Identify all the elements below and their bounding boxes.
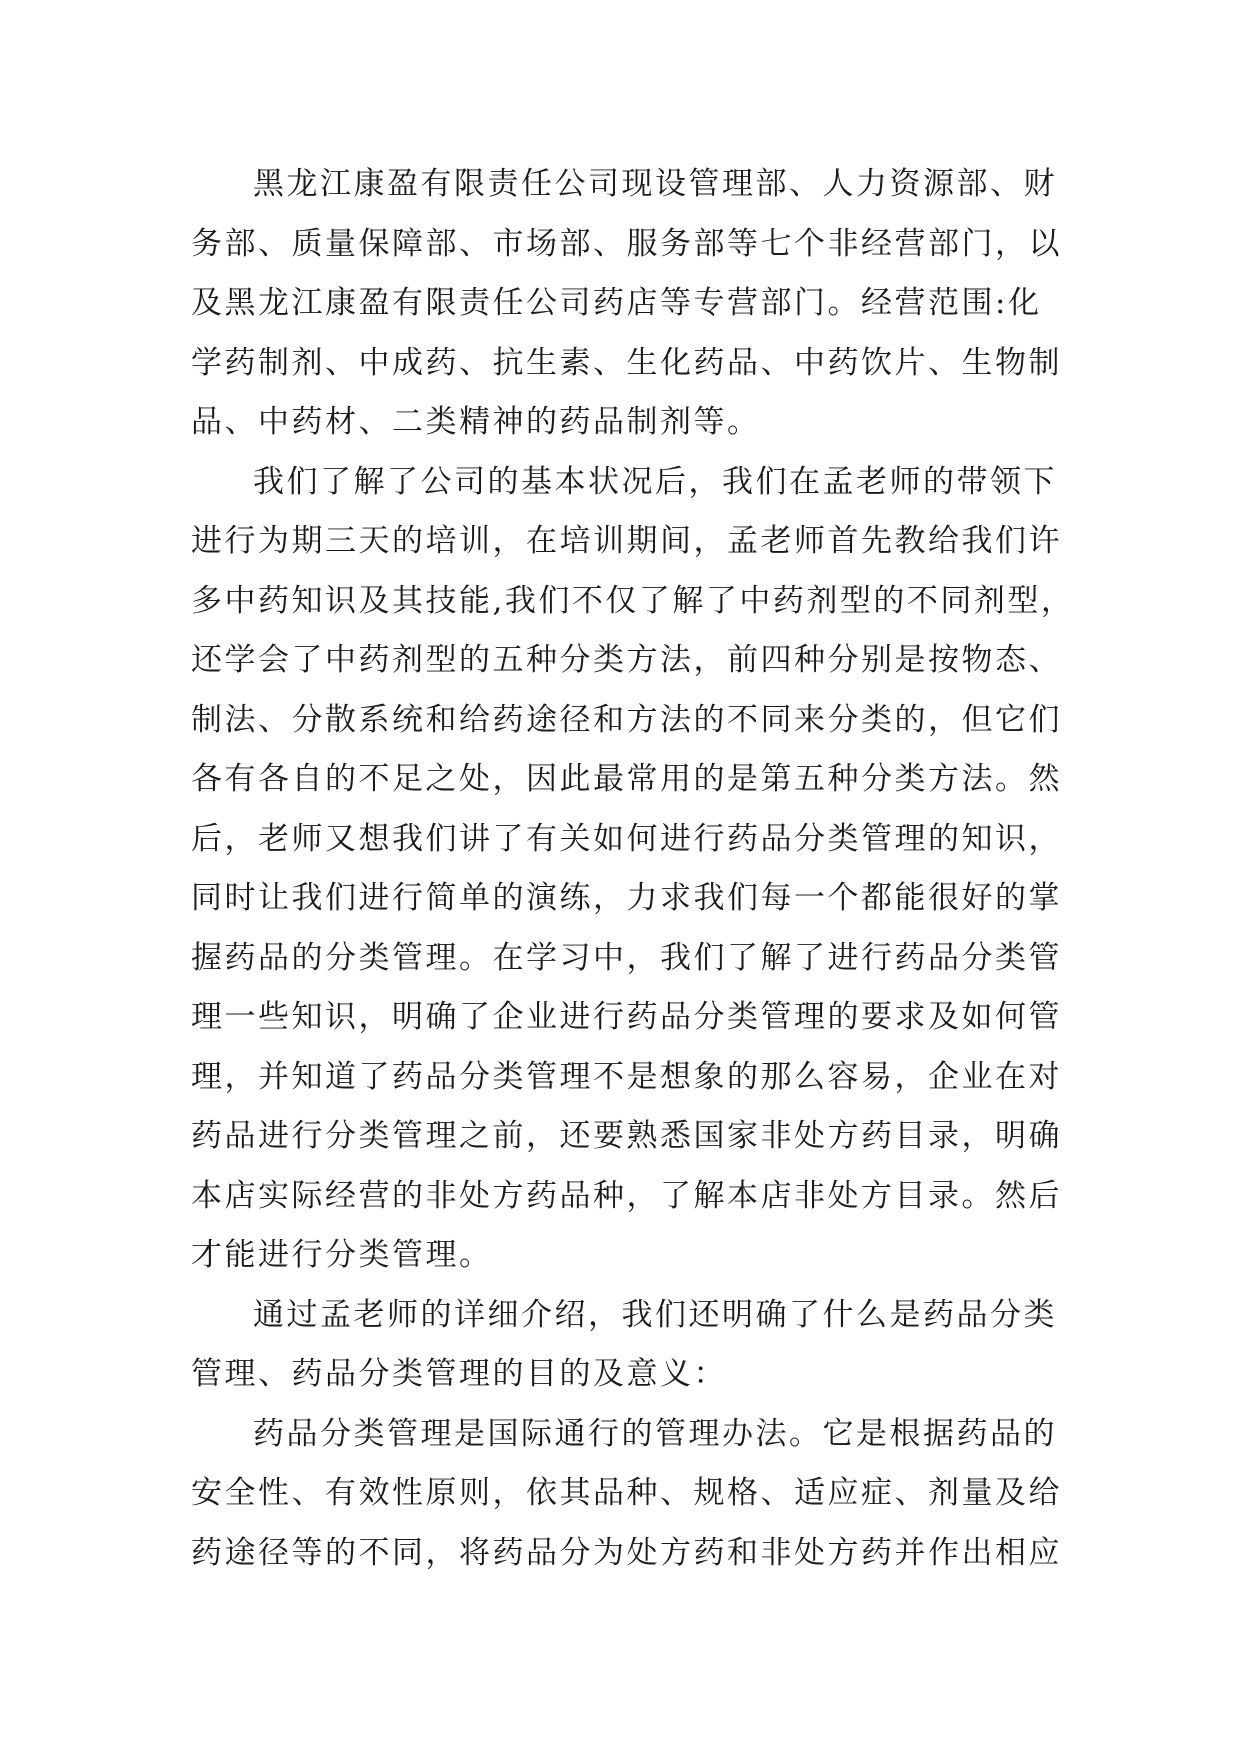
text-line: 品、中药材、二类精神的药品制剂等。 xyxy=(191,404,761,440)
text-line: 理一些知识，明确了企业进行药品分类管理的要求及如何管 xyxy=(191,999,1062,1035)
text-line: 进行为期三天的培训，在培训期间，孟老师首先教给我们许 xyxy=(191,523,1062,559)
text-line: 药品分类管理是国际通行的管理办法。它是根据药品的 xyxy=(253,1415,1057,1452)
text-line: 管理、药品分类管理的目的及意义： xyxy=(191,1356,727,1392)
text-line: 各有各自的不足之处，因此最常用的是第五种分类方法。然 xyxy=(191,761,1062,797)
text-line: 安全性、有效性原则，依其品种、规格、适应症、剂量及给 xyxy=(191,1475,1062,1511)
text-line: 药品进行分类管理之前，还要熟悉国家非处方药目录，明确 xyxy=(191,1118,1062,1154)
paragraph-classification-definition xyxy=(191,1405,1062,1584)
text-line: 学药制剂、中成药、抗生素、生化药品、中药饮片、生物制 xyxy=(191,344,1062,381)
document-body xyxy=(191,155,1075,1583)
paragraph-training xyxy=(191,453,1075,1286)
text-line: 及黑龙江康盈有限责任公司药店等专营部门。经营范围:化 xyxy=(191,285,1042,321)
text-line: 理，并知道了药品分类管理不是想象的那么容易，企业在对 xyxy=(191,1058,1062,1095)
text-line: 制法、分散系统和给药途径和方法的不同来分类的，但它们 xyxy=(191,701,1062,738)
paragraph-company-overview xyxy=(191,155,1062,453)
text-line: 务部、质量保障部、市场部、服务部等七个非经营部门，以 xyxy=(191,225,1062,262)
text-line: 同时让我们进行简单的演练，力求我们每一个都能很好的掌 xyxy=(191,880,1062,916)
text-line: 药途径等的不同，将药品分为处方药和非处方药并作出相应 xyxy=(191,1534,1062,1571)
text-line: 通过孟老师的详细介绍，我们还明确了什么是药品分类 xyxy=(253,1296,1057,1333)
text-line: 本店实际经营的非处方药品种，了解本店非处方目录。然后 xyxy=(191,1177,1062,1214)
text-line: 还学会了中药剂型的五种分类方法，前四种分别是按物态、 xyxy=(191,642,1062,678)
paragraph-introduction xyxy=(191,1286,1057,1405)
text-line: 才能进行分类管理。 xyxy=(191,1237,493,1273)
text-line: 我们了解了公司的基本状况后，我们在孟老师的带领下 xyxy=(253,463,1057,500)
text-line: 后，老师又想我们讲了有关如何进行药品分类管理的知识， xyxy=(191,820,1062,857)
text-line: 握药品的分类管理。在学习中，我们了解了进行药品分类管 xyxy=(191,939,1062,976)
text-line: 多中药知识及其技能,我们不仅了解了中药剂型的不同剂型， xyxy=(191,582,1075,619)
text-line: 黑龙江康盈有限责任公司现设管理部、人力资源部、财 xyxy=(253,166,1057,202)
